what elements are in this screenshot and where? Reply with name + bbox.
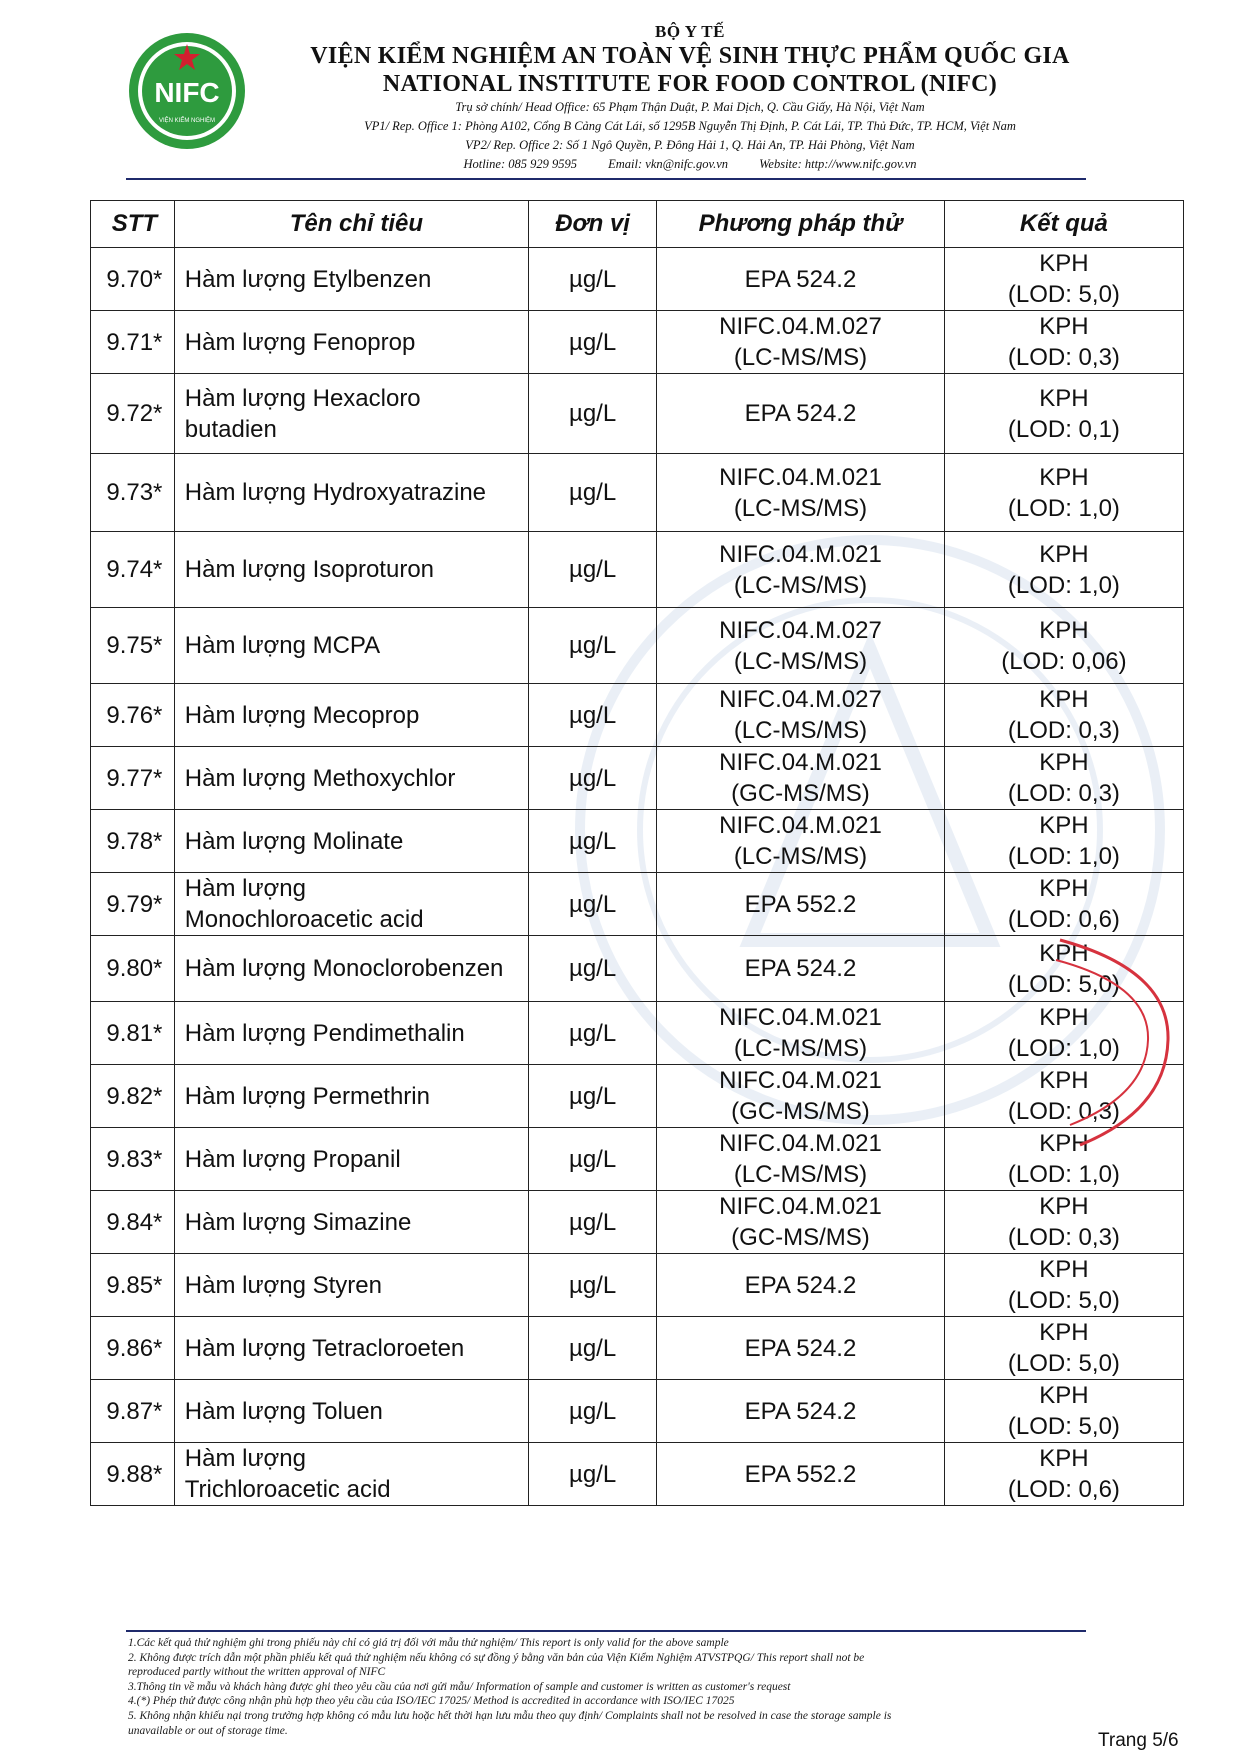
cell-method: [657, 1443, 945, 1506]
cell-unit: [529, 684, 657, 747]
footnote-line: 3.Thông tin về mẫu và khách hàng được ghi theo yêu cầu của nơi gửi mẫu/ Information of sample and customer is written as customer's request: [128, 1680, 791, 1693]
method-technique: (LC-MS/MS): [733, 571, 868, 599]
table-row: [91, 810, 1184, 873]
method-code: NIFC.04.M.021: [719, 540, 882, 568]
method-code: NIFC.04.M.021: [719, 463, 882, 491]
result-lod: (LOD: 1,0): [1007, 843, 1120, 870]
stt-text: 9.87*: [106, 1397, 163, 1425]
nifc-logo: [126, 30, 248, 152]
cell-stt: [91, 608, 175, 684]
table-row: [91, 1002, 1184, 1065]
unit-text: µg/L: [568, 400, 617, 427]
cell-name: [174, 1128, 528, 1191]
result-lod: (LOD: 0,6): [1007, 1476, 1120, 1503]
cell-stt: [91, 684, 175, 747]
result-value: KPH: [1039, 384, 1089, 412]
table-row: [91, 936, 1184, 1002]
method-code: NIFC.04.M.027: [719, 686, 882, 713]
ministry-name: BỘ Y TẾ: [655, 22, 725, 41]
result-value: KPH: [1039, 1382, 1089, 1409]
indicator-name-cont: Monochloroacetic acid: [184, 906, 424, 933]
cell-unit: [529, 1254, 657, 1317]
rep-office-1-address: VP1/ Rep. Office 1: Phòng A102, Cổng B Cảng Cát Lái, số 1295B Nguyễn Thị Định, P. Cát Lái, TP. Thủ Đức, TP. HCM, Việt Nam: [364, 119, 1016, 133]
indicator-name: Hàm lượng Tetracloroeten: [184, 1334, 465, 1362]
stt-text: 9.88*: [106, 1460, 163, 1488]
stt-text: 9.82*: [106, 1082, 163, 1110]
indicator-name: Hàm lượng: [184, 1445, 306, 1472]
table-row: [91, 1128, 1184, 1191]
result-lod: (LOD: 5,0): [1007, 281, 1120, 308]
result-value: KPH: [1039, 749, 1089, 776]
cell-result: [944, 532, 1183, 608]
method-code: EPA 524.2: [744, 400, 857, 427]
table-row: [91, 248, 1184, 311]
footnote-line: unavailable or out of storage time.: [128, 1724, 288, 1737]
cell-unit: [529, 532, 657, 608]
cell-stt: [91, 1380, 175, 1443]
result-lod: (LOD: 5,0): [1007, 1350, 1120, 1377]
result-lod: (LOD: 1,0): [1007, 571, 1120, 599]
unit-text: µg/L: [568, 701, 617, 729]
cell-method: [657, 311, 945, 374]
table-row: [91, 608, 1184, 684]
method-code: EPA 552.2: [744, 1460, 857, 1488]
unit-text: µg/L: [568, 827, 617, 855]
result-value: KPH: [1039, 540, 1089, 568]
unit-text: µg/L: [568, 1145, 617, 1173]
cell-name: [174, 684, 528, 747]
cell-name: [174, 1317, 528, 1380]
table-row: [91, 747, 1184, 810]
indicator-name: Hàm lượng Permethrin: [184, 1082, 430, 1110]
cell-result: [944, 248, 1183, 311]
cell-stt: [91, 532, 175, 608]
stt-text: 9.79*: [106, 890, 163, 918]
footnote-line: 1.Các kết quả thử nghiệm ghi trong phiếu này chỉ có giá trị đối với mẫu thử nghiệm/ This report is only valid for the above sample: [128, 1637, 729, 1649]
cell-stt: [91, 311, 175, 374]
header-unit: Đơn vị: [529, 201, 657, 248]
cell-name: [174, 1443, 528, 1506]
cell-stt: [91, 1002, 175, 1065]
contact-line: [240, 155, 1140, 174]
unit-text: µg/L: [568, 632, 617, 659]
cell-method: [657, 1317, 945, 1380]
table-row: [91, 873, 1184, 936]
cell-name: [174, 532, 528, 608]
header-result: Kết quả: [944, 201, 1183, 248]
stt-text: 9.72*: [106, 400, 163, 427]
results-table: [90, 200, 1184, 1506]
cell-name: [174, 810, 528, 873]
cell-name: [174, 374, 528, 454]
cell-method: [657, 1191, 945, 1254]
result-value: KPH: [1039, 250, 1089, 277]
cell-method: [657, 1002, 945, 1065]
stt-text: 9.77*: [106, 764, 163, 792]
cell-method: [657, 810, 945, 873]
cell-unit: [529, 374, 657, 454]
stt-text: 9.86*: [106, 1334, 163, 1362]
head-office-address: Trụ sở chính/ Head Office: 65 Phạm Thận Duật, P. Mai Dịch, Q. Cầu Giấy, Hà Nội, Việt Nam: [455, 100, 925, 114]
cell-stt: [91, 810, 175, 873]
indicator-name: Hàm lượng Toluen: [184, 1397, 383, 1425]
result-lod: (LOD: 5,0): [1007, 1287, 1120, 1314]
cell-stt: [91, 873, 175, 936]
method-code: NIFC.04.M.021: [719, 1067, 882, 1094]
result-value: KPH: [1039, 1319, 1089, 1346]
stt-text: 9.81*: [106, 1019, 163, 1047]
method-code: NIFC.04.M.027: [719, 313, 882, 340]
method-technique: (GC-MS/MS): [731, 1224, 870, 1251]
cell-name: [174, 873, 528, 936]
method-technique: (LC-MS/MS): [733, 1161, 868, 1188]
table-row: [91, 311, 1184, 374]
stt-text: 9.70*: [106, 265, 163, 293]
cell-unit: [529, 311, 657, 374]
cell-method: [657, 747, 945, 810]
unit-text: µg/L: [568, 265, 617, 293]
result-lod: (LOD: 5,0): [1007, 1413, 1120, 1440]
cell-unit: [529, 248, 657, 311]
cell-stt: [91, 747, 175, 810]
header-stt: STT: [91, 201, 175, 248]
page-number: Trang 5/6: [1098, 1730, 1179, 1751]
result-lod: (LOD: 0,3): [1007, 780, 1120, 807]
cell-stt: [91, 1128, 175, 1191]
cell-result: [944, 810, 1183, 873]
method-code: NIFC.04.M.021: [719, 812, 882, 839]
cell-method: [657, 248, 945, 311]
cell-name: [174, 1065, 528, 1128]
unit-text: µg/L: [568, 556, 617, 583]
method-technique: (LC-MS/MS): [733, 647, 868, 675]
method-technique: (LC-MS/MS): [733, 843, 868, 870]
method-technique: (LC-MS/MS): [733, 344, 868, 371]
table-row: [91, 532, 1184, 608]
footnotes: [128, 1636, 1098, 1738]
cell-name: [174, 608, 528, 684]
cell-name: [174, 747, 528, 810]
cell-name: [174, 1380, 528, 1443]
cell-unit: [529, 810, 657, 873]
unit-text: µg/L: [568, 890, 617, 918]
table-row: [91, 1317, 1184, 1380]
indicator-name-cont: Trichloroacetic acid: [184, 1476, 391, 1503]
unit-text: µg/L: [568, 955, 617, 982]
cell-result: [944, 454, 1183, 532]
method-technique: (GC-MS/MS): [731, 780, 870, 807]
result-lod: (LOD: 0,3): [1007, 717, 1120, 744]
result-value: KPH: [1039, 875, 1089, 902]
cell-method: [657, 873, 945, 936]
cell-method: [657, 1254, 945, 1317]
method-code: NIFC.04.M.021: [719, 1193, 882, 1220]
table-row: [91, 1443, 1184, 1506]
website: Website: http://www.nifc.gov.vn: [759, 157, 917, 171]
stt-text: 9.74*: [106, 556, 163, 583]
cell-method: [657, 936, 945, 1002]
indicator-name: Hàm lượng Monoclorobenzen: [184, 955, 504, 982]
table-header-row: [91, 201, 1184, 248]
cell-unit: [529, 747, 657, 810]
cell-unit: [529, 936, 657, 1002]
cell-result: [944, 1002, 1183, 1065]
result-lod: (LOD: 1,0): [1007, 1035, 1120, 1062]
stt-text: 9.78*: [106, 827, 163, 855]
cell-unit: [529, 1317, 657, 1380]
method-technique: (LC-MS/MS): [733, 717, 868, 744]
cell-method: [657, 1380, 945, 1443]
result-lod: (LOD: 0,06): [1001, 647, 1127, 675]
cell-method: [657, 1065, 945, 1128]
cell-result: [944, 873, 1183, 936]
cell-unit: [529, 1065, 657, 1128]
cell-stt: [91, 1065, 175, 1128]
result-value: KPH: [1039, 686, 1089, 713]
cell-stt: [91, 1191, 175, 1254]
table-row: [91, 1254, 1184, 1317]
indicator-name-cont: butadien: [184, 415, 277, 443]
indicator-name: Hàm lượng Molinate: [184, 827, 404, 855]
indicator-name: Hàm lượng Propanil: [184, 1145, 401, 1173]
cell-result: [944, 608, 1183, 684]
method-code: EPA 552.2: [744, 890, 857, 918]
stt-text: 9.71*: [106, 328, 163, 356]
result-value: KPH: [1039, 1445, 1089, 1472]
cell-unit: [529, 608, 657, 684]
result-value: KPH: [1039, 313, 1089, 340]
rep-office-2-address: VP2/ Rep. Office 2: Số 1 Ngô Quyền, P. Đông Hải 1, Q. Hải An, TP. Hải Phòng, Việt Nam: [465, 138, 915, 152]
footnote-line: 2. Không được trích dẫn một phần phiếu kết quả thử nghiệm nếu không có sự đồng ý bằng văn bản của Viện Kiểm Nghiệm ATVSTPQG/ This report shall not be: [128, 1651, 865, 1664]
email: Email: vkn@nifc.gov.vn: [608, 157, 729, 171]
footnote-line: reproduced partly without the written approval of NIFC: [128, 1666, 386, 1679]
result-lod: (LOD: 5,0): [1007, 970, 1120, 998]
logo-text: NIFC: [154, 77, 220, 108]
cell-result: [944, 1128, 1183, 1191]
indicator-name: Hàm lượng Styren: [184, 1271, 382, 1299]
result-value: KPH: [1039, 1130, 1089, 1157]
cell-unit: [529, 1380, 657, 1443]
indicator-name: Hàm lượng Etylbenzen: [184, 265, 432, 293]
result-value: KPH: [1039, 939, 1089, 967]
header-divider: [126, 178, 1086, 180]
unit-text: µg/L: [568, 1019, 617, 1047]
table-row: [91, 1065, 1184, 1128]
result-value: KPH: [1039, 812, 1089, 839]
cell-name: [174, 1002, 528, 1065]
unit-text: µg/L: [568, 328, 617, 356]
stt-text: 9.73*: [106, 479, 163, 506]
indicator-name: Hàm lượng Pendimethalin: [184, 1019, 465, 1047]
cell-method: [657, 454, 945, 532]
cell-method: [657, 684, 945, 747]
result-value: KPH: [1039, 1067, 1089, 1094]
method-technique: (GC-MS/MS): [731, 1098, 870, 1125]
result-lod: (LOD: 1,0): [1007, 494, 1120, 522]
result-lod: (LOD: 1,0): [1007, 1161, 1120, 1188]
result-value: KPH: [1039, 616, 1089, 644]
cell-name: [174, 1254, 528, 1317]
unit-text: µg/L: [568, 1460, 617, 1488]
cell-unit: [529, 1191, 657, 1254]
cell-result: [944, 1317, 1183, 1380]
stt-text: 9.76*: [106, 701, 163, 729]
method-technique: (LC-MS/MS): [733, 494, 868, 522]
cell-unit: [529, 1443, 657, 1506]
indicator-name: Hàm lượng Hexacloro: [184, 384, 421, 412]
result-lod: (LOD: 0,3): [1007, 344, 1120, 371]
cell-result: [944, 1065, 1183, 1128]
footnote-line: 4.(*) Phép thử được công nhận phù hợp theo yêu cầu của ISO/IEC 17025/ Method is accredited in accordance with ISO/IEC 17025: [128, 1695, 735, 1708]
unit-text: µg/L: [568, 1208, 617, 1236]
cell-stt: [91, 1254, 175, 1317]
cell-result: [944, 1380, 1183, 1443]
indicator-name: Hàm lượng Fenoprop: [184, 328, 416, 356]
footer-divider: [126, 1630, 1086, 1632]
indicator-name: Hàm lượng Mecoprop: [184, 701, 420, 729]
table-row: [91, 454, 1184, 532]
result-value: KPH: [1039, 1004, 1089, 1031]
cell-name: [174, 936, 528, 1002]
stt-text: 9.85*: [106, 1271, 163, 1299]
indicator-name: Hàm lượng Isoproturon: [184, 556, 435, 583]
logo-subtext: VIỆN KIỂM NGHIỆM: [158, 118, 216, 124]
method-code: EPA 524.2: [744, 955, 857, 982]
unit-text: µg/L: [568, 1271, 617, 1299]
table-row: [91, 1380, 1184, 1443]
cell-stt: [91, 454, 175, 532]
footnote-line: 5. Không nhận khiếu nại trong trường hợp không có mẫu lưu hoặc hết thời hạn lưu mẫu theo quy định/ Complaints shall not be resolved in case the storage sample is: [128, 1709, 892, 1722]
result-value: KPH: [1039, 1193, 1089, 1220]
stt-text: 9.75*: [106, 632, 163, 659]
cell-method: [657, 374, 945, 454]
cell-result: [944, 1191, 1183, 1254]
unit-text: µg/L: [568, 1082, 617, 1110]
stt-text: 9.83*: [106, 1145, 163, 1173]
cell-method: [657, 1128, 945, 1191]
indicator-name: Hàm lượng Methoxychlor: [184, 764, 456, 792]
result-lod: (LOD: 0,6): [1007, 906, 1120, 933]
table-row: [91, 374, 1184, 454]
table-row: [91, 1191, 1184, 1254]
unit-text: µg/L: [568, 764, 617, 792]
result-value: KPH: [1039, 1256, 1089, 1283]
institute-name-vn: VIỆN KIỂM NGHIỆM AN TOÀN VỆ SINH THỰC PHẨM QUỐC GIA: [310, 43, 1070, 69]
method-code: NIFC.04.M.021: [719, 749, 882, 776]
cell-stt: [91, 1317, 175, 1380]
institute-name-en: NATIONAL INSTITUTE FOR FOOD CONTROL (NIFC): [382, 71, 998, 97]
stt-text: 9.80*: [106, 955, 163, 982]
unit-text: µg/L: [568, 1334, 617, 1362]
cell-result: [944, 374, 1183, 454]
method-code: EPA 524.2: [744, 1271, 857, 1299]
cell-result: [944, 1254, 1183, 1317]
unit-text: µg/L: [568, 1397, 617, 1425]
cell-result: [944, 1443, 1183, 1506]
results-table-wrapper: [90, 200, 1184, 1506]
method-technique: (LC-MS/MS): [733, 1035, 868, 1062]
header-name: Tên chỉ tiêu: [174, 201, 528, 248]
result-value: KPH: [1039, 463, 1089, 491]
hotline: Hotline: 085 929 9595: [463, 157, 577, 171]
cell-name: [174, 248, 528, 311]
result-lod: (LOD: 0,3): [1007, 1224, 1120, 1251]
cell-unit: [529, 1128, 657, 1191]
cell-name: [174, 1191, 528, 1254]
cell-method: [657, 532, 945, 608]
cell-result: [944, 311, 1183, 374]
cell-method: [657, 608, 945, 684]
cell-stt: [91, 374, 175, 454]
cell-unit: [529, 873, 657, 936]
indicator-name: Hàm lượng: [184, 875, 306, 902]
stt-text: 9.84*: [106, 1208, 163, 1236]
cell-result: [944, 936, 1183, 1002]
indicator-name: Hàm lượng Hydroxyatrazine: [184, 479, 487, 506]
cell-result: [944, 684, 1183, 747]
cell-stt: [91, 936, 175, 1002]
method-code: NIFC.04.M.027: [719, 616, 882, 644]
cell-unit: [529, 1002, 657, 1065]
letterhead: [240, 22, 1140, 174]
method-code: NIFC.04.M.021: [719, 1004, 882, 1031]
method-code: EPA 524.2: [744, 1397, 857, 1425]
cell-stt: [91, 1443, 175, 1506]
method-code: EPA 524.2: [744, 265, 857, 293]
method-code: EPA 524.2: [744, 1334, 857, 1362]
result-lod: (LOD: 0,1): [1007, 415, 1120, 443]
table-row: [91, 684, 1184, 747]
header-method: Phương pháp thử: [657, 201, 945, 248]
result-lod: (LOD: 0,3): [1007, 1098, 1120, 1125]
method-code: NIFC.04.M.021: [719, 1130, 882, 1157]
cell-result: [944, 747, 1183, 810]
indicator-name: Hàm lượng Simazine: [184, 1208, 412, 1236]
cell-stt: [91, 248, 175, 311]
cell-name: [174, 454, 528, 532]
indicator-name: Hàm lượng MCPA: [184, 632, 381, 659]
cell-name: [174, 311, 528, 374]
unit-text: µg/L: [568, 479, 617, 506]
cell-unit: [529, 454, 657, 532]
